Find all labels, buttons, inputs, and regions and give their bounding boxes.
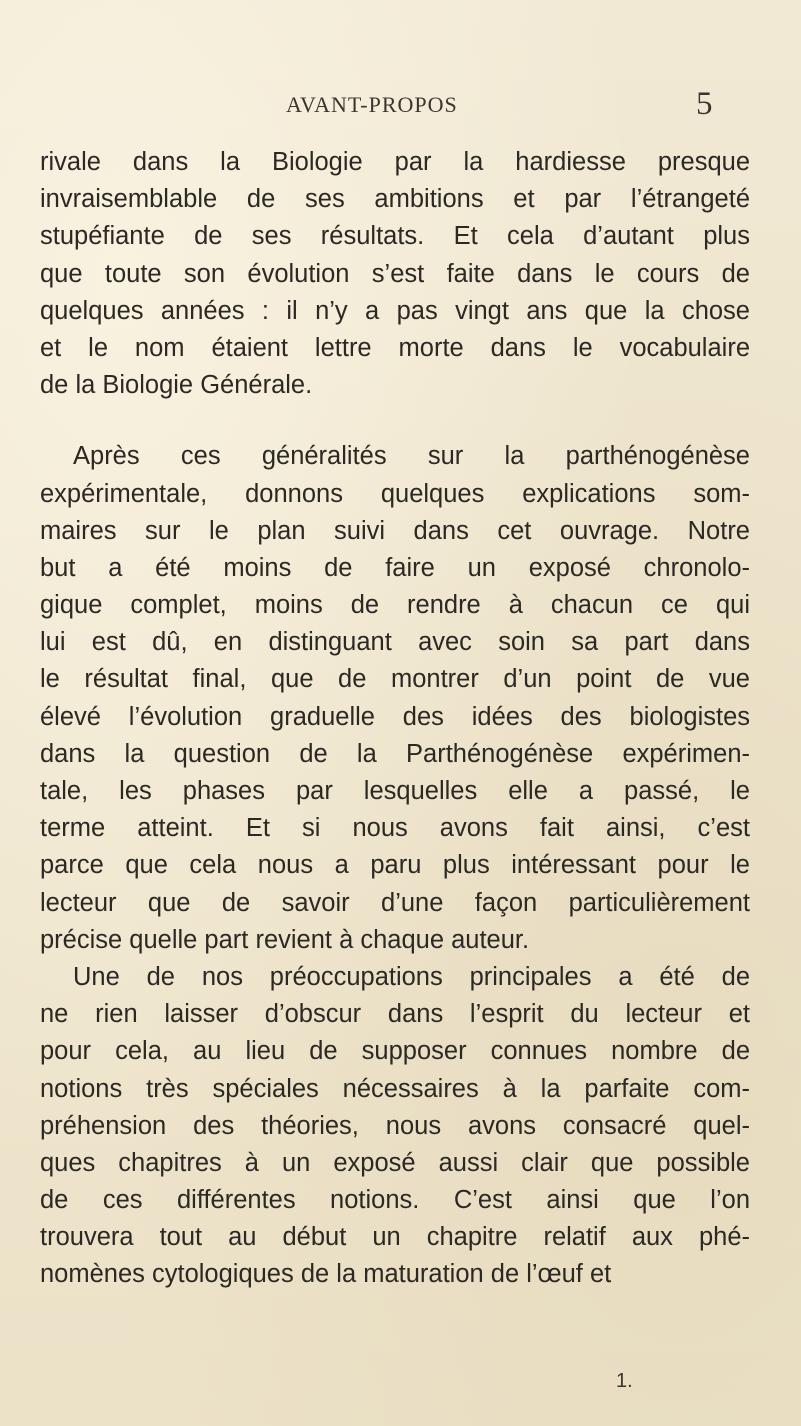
text-line: expérimentale, donnons quelques explications som- (40, 479, 750, 508)
text-line: Après ces généralités sur la parthénogénèse (73, 442, 750, 471)
paragraph (40, 959, 750, 1294)
text-line: parce que cela nous a paru plus intéressant pour le (40, 851, 750, 880)
text-line: précise quelle part revient à chaque auteur. (40, 925, 530, 954)
signature-mark: 1. (616, 1370, 633, 1392)
paragraph-gap (40, 404, 750, 438)
paragraph (40, 144, 750, 404)
text-line: rivale dans la Biologie par la hardiesse presque (40, 148, 750, 176)
text-line: but a été moins de faire un exposé chronolo- (40, 553, 750, 582)
text-line: tale, les phases par lesquelles elle a passé, le (40, 777, 750, 805)
paragraph (40, 438, 750, 959)
text-line: ques chapitres à un exposé aussi clair que possible (40, 1148, 750, 1177)
page-number: 5 (696, 86, 713, 122)
header-title: AVANT-PROPOS (286, 92, 458, 117)
text-line: pour cela, au lieu de supposer connues nombre de (40, 1037, 750, 1066)
text-line: trouvera tout au début un chapitre relatif aux phé- (40, 1223, 750, 1252)
text-line: de ces différentes notions. C’est ainsi que l’on (40, 1186, 750, 1215)
text-line: nomènes cytologiques de la maturation de l’œuf et (40, 1260, 612, 1289)
body-text (40, 144, 750, 1294)
text-line: maires sur le plan suivi dans cet ouvrage. Notre (40, 516, 750, 545)
text-line: notions très spéciales nécessaires à la parfaite com- (40, 1074, 750, 1103)
running-header (0, 86, 801, 126)
text-line: lui est dû, en distinguant avec soin sa part dans (40, 628, 750, 657)
text-line: stupéfiante de ses résultats. Et cela d’autant plus (40, 222, 750, 251)
text-line: quelques années : il n’y a pas vingt ans que la chose (40, 296, 750, 325)
text-line: invraisemblable de ses ambitions et par l’étrangeté (40, 185, 750, 214)
text-line: lecteur que de savoir d’une façon particulièrement (40, 888, 750, 917)
text-line: le résultat final, que de montrer d’un point de vue (40, 665, 750, 694)
text-line: et le nom étaient lettre morte dans le vocabulaire (40, 333, 750, 362)
text-line: préhension des théories, nous avons consacré quel- (40, 1111, 750, 1140)
text-line: dans la question de la Parthénogénèse expérimen- (40, 739, 750, 768)
text-line: ne rien laisser d’obscur dans l’esprit du lecteur et (40, 1000, 750, 1029)
text-line: gique complet, moins de rendre à chacun ce qui (40, 591, 750, 620)
text-line: Une de nos préoccupations principales a été de (73, 962, 750, 991)
text-line: terme atteint. Et si nous avons fait ainsi, c’est (40, 814, 750, 843)
text-line: élevé l’évolution graduelle des idées des biologistes (40, 702, 750, 731)
text-line: de la Biologie Générale. (40, 371, 313, 400)
text-line: que toute son évolution s’est faite dans le cours de (40, 259, 750, 288)
